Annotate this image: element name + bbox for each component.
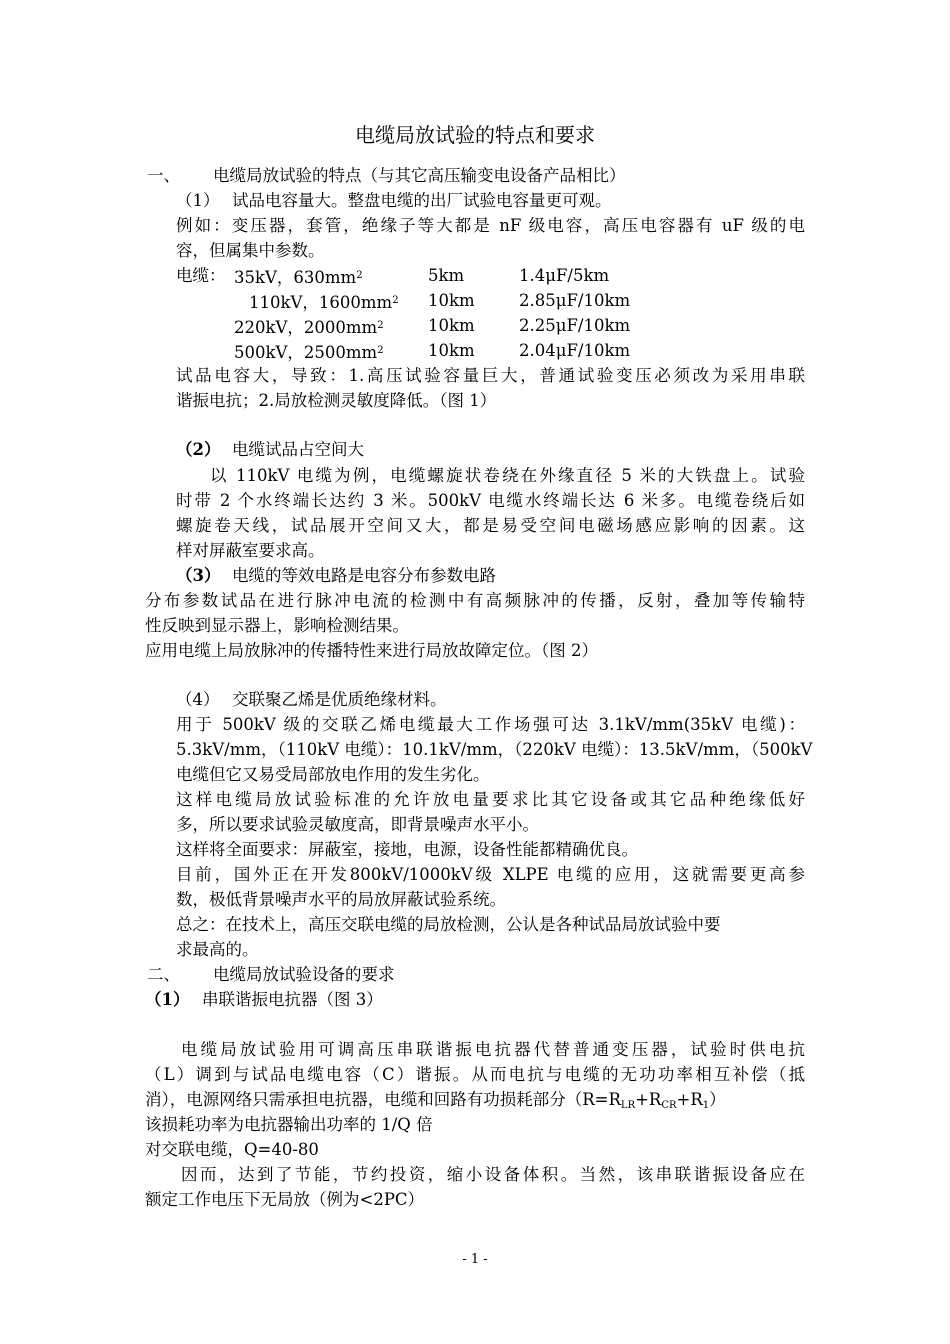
point-2-heading: 电缆试品占空间大 [232,440,364,459]
section-2-heading: 电缆局放试验设备的要求 [213,965,395,984]
point-4-line: 多，所以要求试验灵敏度高，即背景噪声水平小。 [176,815,539,834]
cable-length: 10km [428,316,475,335]
point-1-example-line-1: 例如：变压器，套管，绝缘子等大都是 nF 级电容，高压电容器有 uF 级的电 [176,216,805,235]
cable-capacitance: 2.04μF/10km [519,341,631,360]
section-2-line: 该损耗功率为电抗器输出功率的 1/Q 倍 [145,1115,433,1134]
point-4-line: 5.3kV/mm，（110kV 电缆）：10.1kV/mm，（220kV 电缆）：13.5kV/mm，（500kV [176,740,813,759]
point-4-line: 电缆但它又易受局部放电作用的发生劣化。 [176,765,490,784]
section-2-line: 额定工作电压下无局放（例为<2PC） [145,1190,425,1209]
cable-capacitance: 2.85μF/10km [519,291,631,310]
point-1-example-line-2: 容，但属集中参数。 [176,241,325,260]
point-4-line: 求最高的。 [176,940,259,959]
section-2-formula-line: 消），电源网络只需承担电抗器，电缆和回路有功损耗部分$(R=R_{LR}+R_{CR}+R_1)$ [145,1090,726,1111]
cable-spec: 35kV，$630mm^2$ [234,268,363,287]
point-1-result-line-1: 试品电容大，导致：1.高压试验容量巨大，普通试验变压必须改为采用串联 [176,366,805,385]
cable-length: 5km [428,266,465,285]
point-2-line: 样对屏蔽室要求高。 [176,541,325,560]
section-2-line: 对交联电缆，Q=40-80 [145,1140,319,1159]
point-2-line: 以 110kV 电缆为例，电缆螺旋状卷绕在外缘直径 5 米的大铁盘上。试验 [210,466,805,485]
cable-label: 电缆： [176,266,226,285]
point-2-line: 螺旋卷天线，试品展开空间又大，都是易受空间电磁场感应影响的因素。这 [176,516,805,535]
point-3-number: （3） [176,566,221,585]
point-3-heading: 电缆的等效电路是电容分布参数电路 [232,566,496,585]
section-1-heading: 电缆局放试验的特点（与其它高压输变电设备产品相比） [213,166,626,185]
cable-spec: 500kV，$2500mm^2$ [234,343,384,362]
section-1-number: 一、 [147,166,180,185]
point-4-line: 这样将全面要求：屏蔽室，接地，电源，设备性能都精确优良。 [176,840,638,859]
point-4-number: （4） [176,690,220,709]
section-2-line: 电缆局放试验用可调高压串联谐振电抗器代替普通变压器，试验时供电抗 [181,1040,805,1059]
point-3-line: 分布参数试品在进行脉冲电流的检测中有高频脉冲的传播，反射，叠加等传输特 [145,591,805,610]
point-1-heading: 试品电容量大。整盘电缆的出厂试验电容量更可观。 [232,191,612,210]
point-1-result-line-2: 谐振电抗；2.局放检测灵敏度降低。（图 1） [176,391,497,410]
section-2-line: 因而，达到了节能，节约投资，缩小设备体积。当然，该串联谐振设备应在 [181,1165,805,1184]
point-4-line: 用于 500kV 级的交联乙烯电缆最大工作场强可达 3.1kV/mm(35kV 电缆)： [176,715,805,734]
point-3-line: 性反映到显示器上，影响检测结果。 [145,616,409,635]
point-2-number: （2） [176,440,221,459]
point-4-heading: 交联聚乙烯是优质绝缘材料。 [232,690,447,709]
document-title: 电缆局放试验的特点和要求 [355,123,595,147]
cable-capacitance: 2.25μF/10km [519,316,631,335]
section-2-point-1-number: （1） [145,990,190,1009]
section-2-point-1-heading: 串联谐振电抗器（图 3） [202,990,383,1009]
point-4-line: 总之：在技术上，高压交联电缆的局放检测，公认是各种试品局放试验中要 [176,915,721,934]
point-1-number: （1） [176,191,220,210]
cable-length: 10km [428,341,475,360]
cable-spec: 110kV，$1600mm^2$ [249,293,399,312]
cable-length: 10km [428,291,475,310]
cable-capacitance: 1.4μF/5km [519,266,610,285]
page-number: - 1 - [462,1252,488,1267]
point-4-line: 目前，国外正在开发800kV/1000kV级 XLPE 电缆的应用，这就需要更高参 [176,865,805,884]
point-4-line: 这样电缆局放试验标准的允许放电量要求比其它设备或其它品种绝缘低好 [176,790,805,809]
cable-spec: 220kV，$2000mm^2$ [234,318,384,337]
point-3-line: 应用电缆上局放脉冲的传播特性来进行局放故障定位。（图 2） [145,641,598,660]
section-2-number: 二、 [147,965,180,984]
point-4-line: 数，极低背景噪声水平的局放屏蔽试验系统。 [176,890,506,909]
section-2-line: （L）调到与试品电缆电容（C）谐振。从而电抗与电缆的无功功率相互补偿（抵 [145,1065,805,1084]
point-2-line: 时带 2 个水终端长达约 3 米。500kV 电缆水终端长达 6 米多。电缆卷绕后如 [176,491,805,510]
